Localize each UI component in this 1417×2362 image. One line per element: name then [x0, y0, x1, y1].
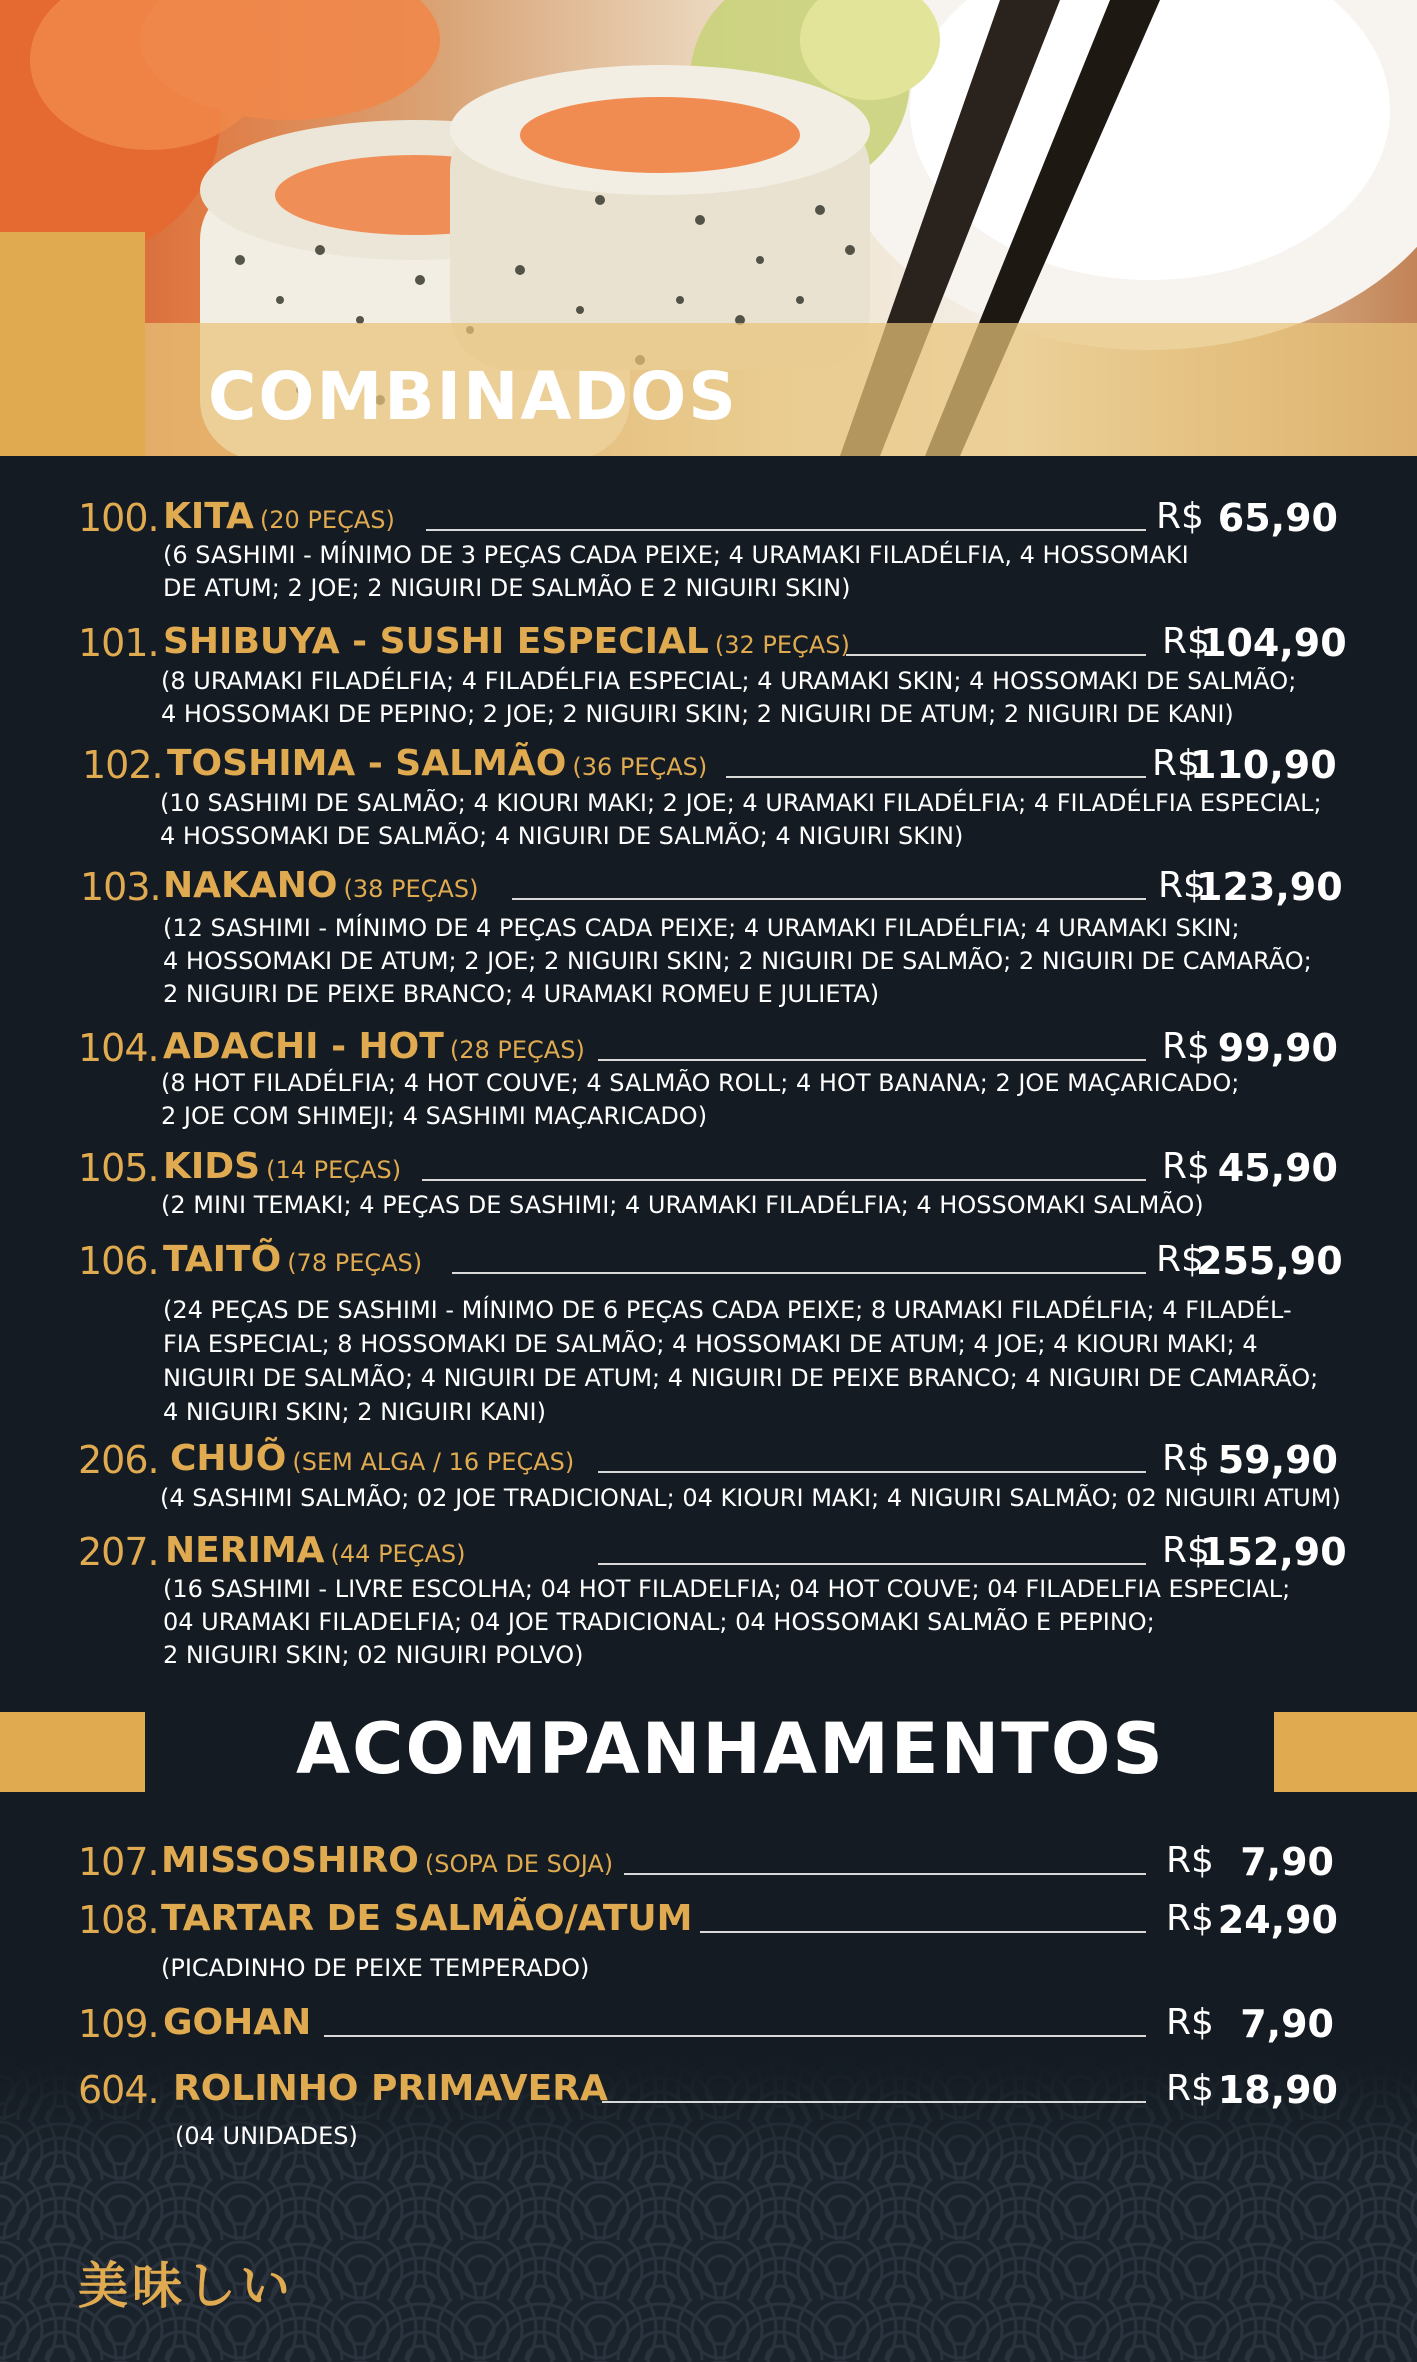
item-name: GOHAN	[163, 2002, 312, 2043]
item-name: KIDS (14 PEÇAS)	[163, 1146, 402, 1187]
item-name: TOSHIMA - SALMÃO (36 PEÇAS)	[167, 743, 708, 784]
section-title-combinados: COMBINADOS	[208, 358, 738, 435]
section-title-acompanhamentos: ACOMPANHAMENTOS	[296, 1708, 1165, 1790]
item-number: 108.	[78, 1898, 159, 1942]
item-quantity: (SEM ALGA / 16 PEÇAS)	[292, 1448, 575, 1476]
item-name: TAITÕ (78 PEÇAS)	[163, 1239, 423, 1280]
item-number: 207.	[78, 1530, 159, 1574]
currency-label: R$	[1166, 2002, 1214, 2043]
item-number: 109.	[78, 2002, 159, 2046]
dot-leader	[512, 898, 1146, 900]
item-name: NAKANO (38 PEÇAS)	[163, 865, 479, 906]
dot-leader	[700, 1931, 1146, 1933]
currency-label: R$	[1156, 496, 1204, 537]
currency-label: R$	[1158, 865, 1206, 906]
item-price: 255,90	[1196, 1239, 1343, 1283]
item-description: (6 SASHIMI - MÍNIMO DE 3 PEÇAS CADA PEIXE; 4 URAMAKI FILADÉLFIA, 4 HOSSOMAKI DE ATUM; 2 JOE; 2 NIGUIRI DE SALMÃO E 2 NIGUIRI SKIN)	[163, 541, 1189, 602]
currency-label: R$	[1162, 1146, 1210, 1187]
dot-leader	[598, 1563, 1146, 1565]
hero-accent-block	[0, 232, 145, 456]
dot-leader	[598, 1059, 1146, 1061]
item-price: 7,90	[1240, 1840, 1334, 1884]
section-accent-right	[1274, 1712, 1417, 1792]
item-description: (10 SASHIMI DE SALMÃO; 4 KIOURI MAKI; 2 JOE; 4 URAMAKI FILADÉLFIA; 4 FILADÉLFIA ESPECIAL; 4 HOSSOMAKI DE SALMÃO; 4 NIGUIRI DE SALMÃO; 4 NIGUIRI SKIN)	[160, 789, 1322, 850]
hero-sushi-photo	[0, 0, 1417, 456]
currency-label: R$	[1162, 621, 1210, 662]
section-accent-left	[0, 1712, 145, 1792]
dot-leader	[452, 1272, 1146, 1274]
item-quantity: (36 PEÇAS)	[572, 753, 708, 781]
item-description: (16 SASHIMI - LIVRE ESCOLHA; 04 HOT FILADELFIA; 04 HOT COUVE; 04 FILADELFIA ESPECIAL; 04 URAMAKI FILADELFIA; 04 JOE TRADICIONAL; 04 HOSSOMAKI SALMÃO E PEPINO; 2 NIGUIRI SKIN; 02 NIGUIRI POLVO)	[163, 1575, 1291, 1669]
item-quantity: (SOPA DE SOJA)	[424, 1850, 614, 1878]
currency-label: R$	[1162, 1026, 1210, 1067]
currency-label: R$	[1166, 2068, 1214, 2109]
item-name: MISSOSHIRO (SOPA DE SOJA)	[161, 1840, 614, 1881]
item-number: 103.	[80, 865, 161, 909]
dot-leader	[846, 654, 1146, 656]
item-description: (PICADINHO DE PEIXE TEMPERADO)	[161, 1954, 590, 1982]
item-quantity: (32 PEÇAS)	[714, 631, 850, 659]
footer-kanji: 美味しい	[78, 2257, 294, 2315]
item-description: (24 PEÇAS DE SASHIMI - MÍNIMO DE 6 PEÇAS CADA PEIXE; 8 URAMAKI FILADÉLFIA; 4 FILADÉL- FIA ESPECIAL; 8 HOSSOMAKI DE SALMÃO; 4 HOSSOMAKI DE ATUM; 4 JOE; 4 KIOURI MAKI; 4 NIGUIRI DE SALMÃO; 4 NIGUIRI DE ATUM; 4 NIGUIRI DE PEIXE BRANCO; 4 NIGUIRI DE CAMARÃO; 4 NIGUIRI SKIN; 2 NIGUIRI KANI)	[163, 1296, 1319, 1426]
item-description: (4 SASHIMI SALMÃO; 02 JOE TRADICIONAL; 04 KIOURI MAKI; 4 NIGUIRI SALMÃO; 02 NIGUIRI ATUM)	[160, 1484, 1341, 1512]
currency-label: R$	[1162, 1438, 1210, 1479]
item-price: 65,90	[1217, 496, 1338, 540]
item-number: 206.	[78, 1438, 159, 1482]
item-number: 101.	[78, 621, 159, 665]
item-name: CHUÕ (SEM ALGA / 16 PEÇAS)	[170, 1438, 575, 1479]
item-name: ADACHI - HOT (28 PEÇAS)	[163, 1026, 585, 1067]
dot-leader	[422, 1179, 1146, 1181]
item-number: 104.	[78, 1026, 159, 1070]
currency-label: R$	[1166, 1898, 1214, 1939]
item-number: 102.	[82, 743, 163, 787]
item-price: 7,90	[1240, 2002, 1334, 2046]
item-price: 152,90	[1200, 1530, 1347, 1574]
item-description: (04 UNIDADES)	[175, 2122, 358, 2150]
item-name: NERIMA (44 PEÇAS)	[165, 1530, 466, 1571]
item-number: 105.	[78, 1146, 159, 1190]
item-name: KITA (20 PEÇAS)	[163, 496, 395, 537]
item-description: (8 HOT FILADÉLFIA; 4 HOT COUVE; 4 SALMÃO ROLL; 4 HOT BANANA; 2 JOE MAÇARICADO; 2 JOE COM SHIMEJI; 4 SASHIMI MAÇARICADO)	[161, 1069, 1240, 1130]
item-quantity: (20 PEÇAS)	[259, 506, 395, 534]
dot-leader	[624, 1873, 1146, 1875]
currency-label: R$	[1166, 1840, 1214, 1881]
item-quantity: (14 PEÇAS)	[266, 1156, 402, 1184]
currency-label: R$	[1162, 1530, 1210, 1571]
item-name: TARTAR DE SALMÃO/ATUM	[161, 1898, 693, 1939]
dot-leader	[598, 1471, 1146, 1473]
item-quantity: (78 PEÇAS)	[287, 1249, 423, 1277]
item-quantity: (38 PEÇAS)	[343, 875, 479, 903]
item-price: 110,90	[1190, 743, 1337, 787]
item-price: 59,90	[1217, 1438, 1338, 1482]
dot-leader	[726, 776, 1146, 778]
item-price: 104,90	[1200, 621, 1347, 665]
item-number: 604.	[78, 2068, 159, 2112]
item-quantity: (44 PEÇAS)	[330, 1540, 466, 1568]
item-price: 45,90	[1217, 1146, 1338, 1190]
item-price: 18,90	[1217, 2068, 1338, 2112]
item-quantity: (28 PEÇAS)	[449, 1036, 585, 1064]
currency-label: R$	[1152, 743, 1200, 784]
item-number: 107.	[78, 1840, 159, 1884]
dot-leader	[426, 529, 1146, 531]
item-description: (2 MINI TEMAKI; 4 PEÇAS DE SASHIMI; 4 URAMAKI FILADÉLFIA; 4 HOSSOMAKI SALMÃO)	[161, 1191, 1204, 1219]
item-number: 106.	[78, 1239, 159, 1283]
item-price: 99,90	[1217, 1026, 1338, 1070]
item-description: (12 SASHIMI - MÍNIMO DE 4 PEÇAS CADA PEIXE; 4 URAMAKI FILADÉLFIA; 4 URAMAKI SKIN; 4 HOSSOMAKI DE ATUM; 2 JOE; 2 NIGUIRI SKIN; 2 NIGUIRI DE SALMÃO; 2 NIGUIRI DE CAMARÃO; 2 NIGUIRI DE PEIXE BRANCO; 4 URAMAKI ROMEU E JULIETA)	[163, 914, 1312, 1008]
item-number: 100.	[78, 496, 159, 540]
dot-leader	[602, 2101, 1146, 2103]
item-name: ROLINHO PRIMAVERA	[173, 2068, 608, 2109]
dot-leader	[324, 2035, 1146, 2037]
item-description: (8 URAMAKI FILADÉLFIA; 4 FILADÉLFIA ESPECIAL; 4 URAMAKI SKIN; 4 HOSSOMAKI DE SALMÃO; 4 HOSSOMAKI DE PEPINO; 2 JOE; 2 NIGUIRI SKIN; 2 NIGUIRI DE ATUM; 2 NIGUIRI DE KANI)	[161, 667, 1297, 728]
item-price: 123,90	[1196, 865, 1343, 909]
item-price: 24,90	[1217, 1898, 1338, 1942]
currency-label: R$	[1156, 1239, 1204, 1280]
item-name: SHIBUYA - SUSHI ESPECIAL (32 PEÇAS)	[163, 621, 850, 662]
